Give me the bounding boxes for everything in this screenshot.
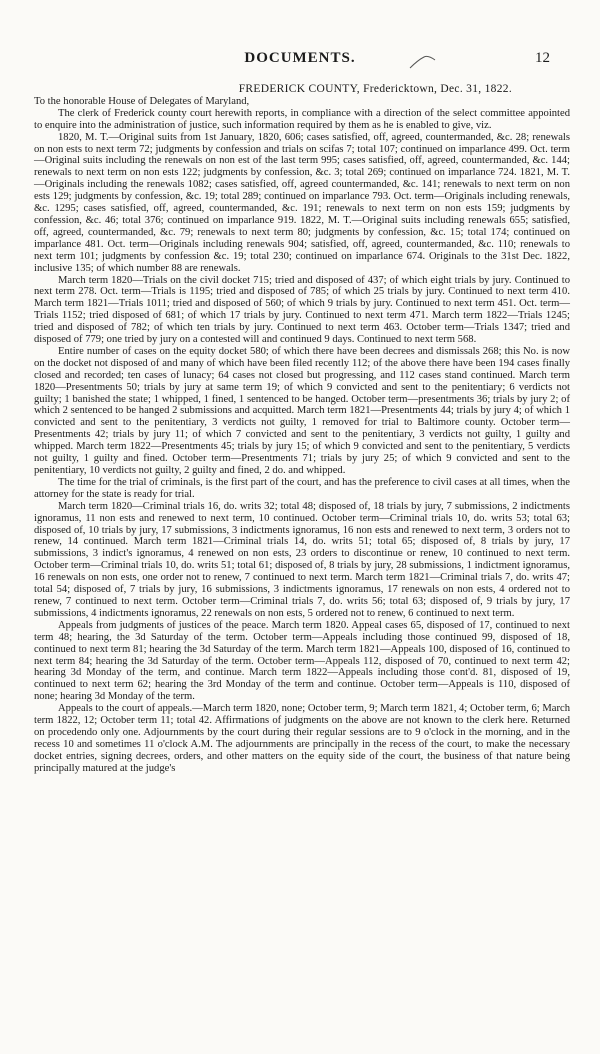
paragraph-criminal-trials: March term 1820—Criminal trials 16, do. writs 32; total 48; disposed of, 18 trials by jury, 7 submissions, 2 indictments ignoramus, 11 non ests and renewed to next term, 10 continued. October term—Criminal trials 10, do. writs 53; total 63; disposed of, 10 trials by jury, 17 submissions, 3 indictments ignoramus, 16 non ests and renewed to next term, 3 orders not to renew, 14 continued. March term 1821—Criminal trials 14, do. writs 51; total 65; disposed of, 8 trials by jury, 17 submissions, 3 indict's ignoramus, 4 renewed on non ests, 23 orders to discontinue or renew, 10 continued to next term. October term—Criminal trials 10, do. writs 51; total 61; disposed of, 8 trials by jury, 28 submissions, 1 indictment ignoramus, 16 renewals on non ests, one order not to renew, 7 continued to next term. March term 1821—Criminal trials 7, do. writs 47; total 54; disposed of, 7 trials by jury, 16 submissions, 3 indictments ignoramus, 17 renewals on non ests, 4 ordered not to renew, 7 continued to next term. October term—Criminal trials 7, do. writs 56; total 63; disposed of, 9 trials by jury, 17 submissions, 4 indictments ignoramus, 22 renewals on non ests, 5 ordered not to renew, 6 continued to next term.: [34, 500, 570, 619]
paragraph-intro: The clerk of Frederick county court herewith reports, in compliance with a direction of the select committee appointed to enquire into the administration of justice, such information required by them as he is enabled to give, viz.: [34, 107, 570, 131]
paragraph-justice-appeals: Appeals from judgments of justices of the peace. March term 1820. Appeal cases 65, disposed of 17, continued to next term 48; hearing, the 3d Saturday of the term. October term—Appeals including those continued 99, disposed of 18, continued to next term 81; hearing the 3d Saturday of the term. March term 1821—Appeals 100, disposed of 16, continued to next term 84; hearing the 3d Saturday of the term. October term—Appeals 112, disposed of 70, continued to next term 42; hearing 3d Monday of the term, and continue. March term 1822—Appeals including those cont'd. 81, disposed of 19, continued to next term 62; hearing the 3rd Monday of the term and continue. October term—Appeals is 110, disposed of none; hearing 3d Monday of the term.: [34, 619, 570, 703]
salutation: To the honorable House of Delegates of Maryland,: [34, 95, 250, 107]
paragraph-civil-trials: March term 1820—Trials on the civil docket 715; tried and disposed of 437; of which eight trials by jury. Continued to next term 278. Oct. term—Trials is 1195; tried and disposed of 785; of which 25 trials by jury. Continued to next term 410. March term 1821—Trials 1011; tried and disposed of 560; of which 9 trials by jury. Continued to next term 451. Oct. term—Trials 1152; tried disposed of 681; of which 17 trials by jury. Continued to next term 471. March term 1822—Trials 1245; tried and disposed of 782; of which ten trials by jury. Continued to next term 463. October term—Trials 1347; tried and disposed of 779; one tried by jury on a contested will and continued 9 days. Continued to next term 568.: [34, 274, 570, 346]
article-body: [34, 84, 570, 775]
running-head: DOCUMENTS.: [244, 50, 356, 66]
paragraph-equity-docket: Entire number of cases on the equity docket 580; of which there have been decrees and dismissals 268; this No. is now on the docket not disposed of and many of which have been filed recently 112; of the above there have been 194 cases finally closed and recorded; ten cases of lunacy; 64 cases not closed but progressing, and 112 cases stand continued. March term 1820—Presentments 50; trials by jury at same term 19; of which 9 convicted and sent to the penitentiary; 6 verdicts not guilty; 1 banished the state; 1 whipped, 1 fined, 1 sentenced to be hanged. October term—presentments 36; trials by jury 2; of which 2 sentenced to be hanged 2 submissions and acquitted. March term 1821—Presentments 44; trials by jury 4; of which 1 convicted and sent to the penitentiary, 3 verdicts not guilty, 1 removed for trial to Baltimore county. October term—Presentments 42; trials by jury 11; of which 7 convicted and sent to the penitentiary, 3 verdicts not guilty, 1 guilty and whipped. March term 1822—Presentments 45; trials by jury 15; of which 9 convicted and sent to the penitentiary, 5 verdicts not guilty, 1 guilty and fined. October term—Presentments 71; trials by jury 25; of which 9 convicted and sent to the penitentiary, 10 verdicts not guilty, 2 guilty and fined, 2 do. and whipped.: [34, 345, 570, 476]
page-number: 12: [535, 50, 550, 66]
paragraph-criminal-time: The time for the trial of criminals, is the first part of the court, and has the preference to civil cases at all times, when the attorney for the state is ready for trial.: [34, 476, 570, 500]
pen-mark-icon: [408, 54, 438, 70]
page-header: [0, 50, 600, 74]
paragraph-court-of-appeals: Appeals to the court of appeals.—March term 1820, none; October term, 9; March term 1821, 4; October term, 6; March term 1822, 12; October term 11; total 42. Affirmations of judgments on the above are not known to the clerk here. Returned on procedendo only one. Adjournments by the court during their regular sessions are to 9 o'clock in the morning, and in the recess 10 and sometimes 11 o'clock A.M. The adjournments are principally in the recess of the court, to make the necessary docket entries, signing decrees, orders, and other matters on the equity side of the court, the business of that nature being principally matured at the judge's: [34, 703, 570, 774]
paragraph-original-suits: 1820, M. T.—Original suits from 1st January, 1820, 606; cases satisfied, off, agreed, countermanded, &c. 28; renewals on non ests to next term 72; judgments by confession and trials on scifas 7; total 107; continued on imparlance 499. Oct. term—Original suits including the renewals on non est of the last term 995; cases satisfied, off, agreed, countermanded, &c. 144; renewals to next term on non ests 122; judgments by confession, &c. 3; total 269; continued on imparlance 724. 1821, M. T.—Originals including the renewals 1082; cases satisfied, off, agreed countermanded, &c. 141; renewals to next term on non ests 129; judgments by confession, &c. 19; total 289; continued on imparlance 793. Oct. term—Originals including renewals, &c. 1295; cases satisfied, off, agreed, countermanded, &c. 191; renewals to next term on non ests 159; judgments by confession, &c. 46; total 376; continued on imparlance 919. 1822, M. T.—Original suits including renewals 655; satisfied, off, agreed, countermanded, &c. 79; renewals to next term 80; judgments by confession, &c. 15; total 174; continued on imparlance 481. Oct. term—Originals including renewals 904; satisfied, off, agreed, countermanded, &c. 110; renewals to next term 101; judgments by confession &c. 19; total 230; continued on imparlance 674. Originals to the 31st Dec. 1822, inclusive 135; of which number 88 are renewals.: [34, 131, 570, 274]
dateline: FREDERICK COUNTY, Fredericktown, Dec. 31, 1822.: [238, 83, 512, 95]
